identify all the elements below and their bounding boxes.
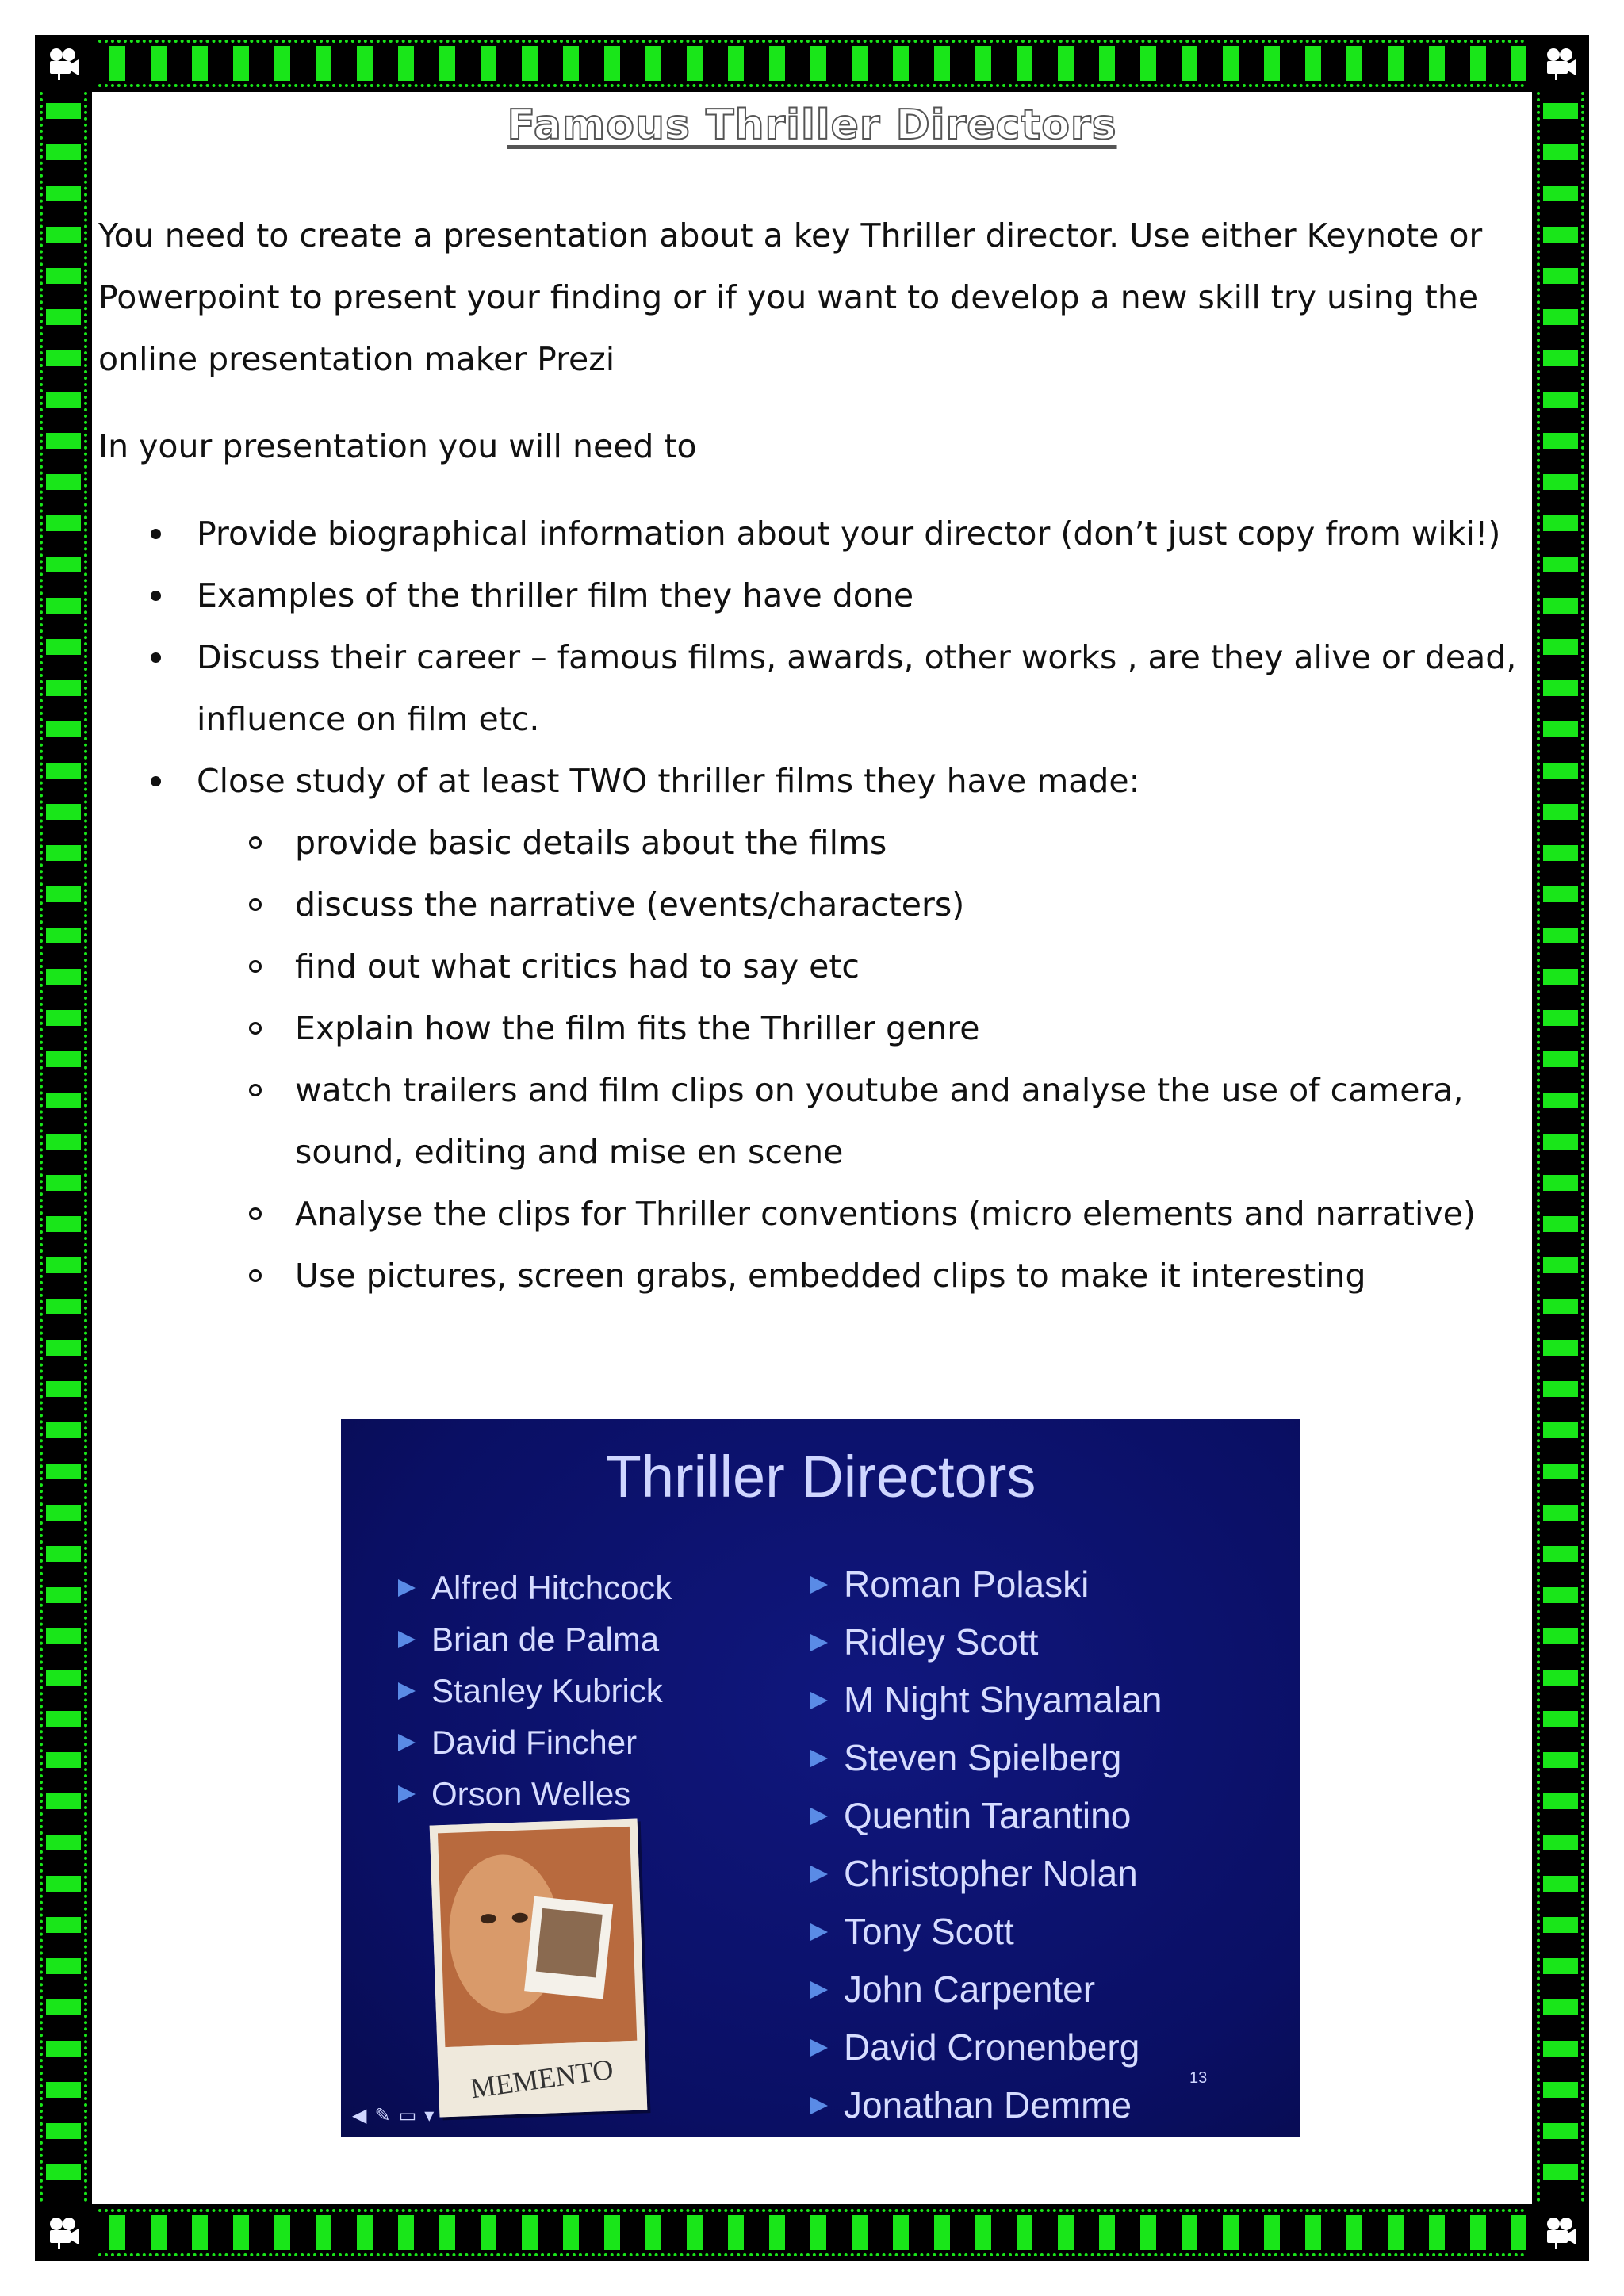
sub-list-item: watch trailers and film clips on youtube and analyse the use of camera, sound, editing and mise en scene [98, 1059, 1526, 1183]
movie-camera-icon [1532, 2204, 1589, 2261]
director-item: Brian de Palma [396, 1613, 672, 1665]
lead-paragraph: In your presentation you will need to [98, 427, 697, 465]
director-item: Ridley Scott [809, 1613, 1162, 1671]
intro-paragraph: You need to create a presentation about a key Thriller director. Use either Keynote or Powerpoint to present your finding or if you want to develop a new skill try using the online presentation maker Prezi [98, 216, 1483, 378]
director-item: M Night Shyamalan [809, 1671, 1162, 1729]
movie-camera-icon [35, 2204, 92, 2261]
director-item: Christopher Nolan [809, 1845, 1162, 1903]
back-arrow-icon: ◀ [352, 2104, 367, 2126]
document-body [98, 205, 1526, 1307]
sub-list-item: Explain how the film fits the Thriller genre [98, 997, 1526, 1059]
director-item: Tony Scott [809, 1903, 1162, 1961]
sub-list-item: find out what critics had to say etc [98, 936, 1526, 997]
directors-right-column [809, 1556, 1162, 2134]
director-item: Roman Polaski [809, 1556, 1162, 1613]
memento-poster-image [430, 1819, 648, 2118]
sub-list-item: discuss the narrative (events/characters) [98, 874, 1526, 936]
list-item: Close study of at least TWO thriller films they have made: [98, 750, 1526, 812]
directors-left-column [396, 1562, 672, 1820]
sub-list-item: Analyse the clips for Thriller conventions (micro elements and narrative) [98, 1183, 1526, 1245]
poster-title-text: MEMENTO [468, 2053, 615, 2105]
director-item: Stanley Kubrick [396, 1665, 672, 1716]
director-item: Alfred Hitchcock [396, 1562, 672, 1613]
director-item: Steven Spielberg [809, 1729, 1162, 1787]
sub-list-item: provide basic details about the films [98, 812, 1526, 874]
film-strip-top [35, 35, 1589, 92]
slide-toolbar [352, 2104, 434, 2126]
director-item: Quentin Tarantino [809, 1787, 1162, 1845]
requirements-list [98, 503, 1526, 1307]
menu-icon: ▾ [424, 2104, 435, 2126]
slides-icon: ▭ [398, 2104, 417, 2126]
film-strip-left [35, 92, 92, 2204]
director-item: John Carpenter [809, 1961, 1162, 2019]
list-item: Provide biographical information about your director (don’t just copy from wiki!) [98, 503, 1526, 564]
movie-camera-icon [35, 35, 92, 92]
film-strip-bottom [35, 2204, 1589, 2261]
sub-list-item: Use pictures, screen grabs, embedded clips to make it interesting [98, 1245, 1526, 1307]
pen-icon: ✎ [374, 2104, 391, 2126]
director-item: David Cronenberg [809, 2019, 1162, 2076]
director-item: Orson Welles [396, 1768, 672, 1820]
slide-title: Thriller Directors [605, 1444, 1036, 1510]
thriller-directors-slide [341, 1419, 1300, 2137]
director-item: Jonathan Demme [809, 2076, 1162, 2134]
movie-camera-icon [1532, 35, 1589, 92]
list-item: Examples of the thriller film they have done [98, 564, 1526, 626]
director-item: David Fincher [396, 1716, 672, 1768]
film-strip-right [1532, 92, 1589, 2204]
page-title: Famous Thriller Directors [507, 101, 1117, 149]
slide-number: 13 [1189, 2069, 1208, 2087]
list-item: Discuss their career – famous films, awards, other works , are they alive or dead, influence on film etc. [98, 626, 1526, 750]
